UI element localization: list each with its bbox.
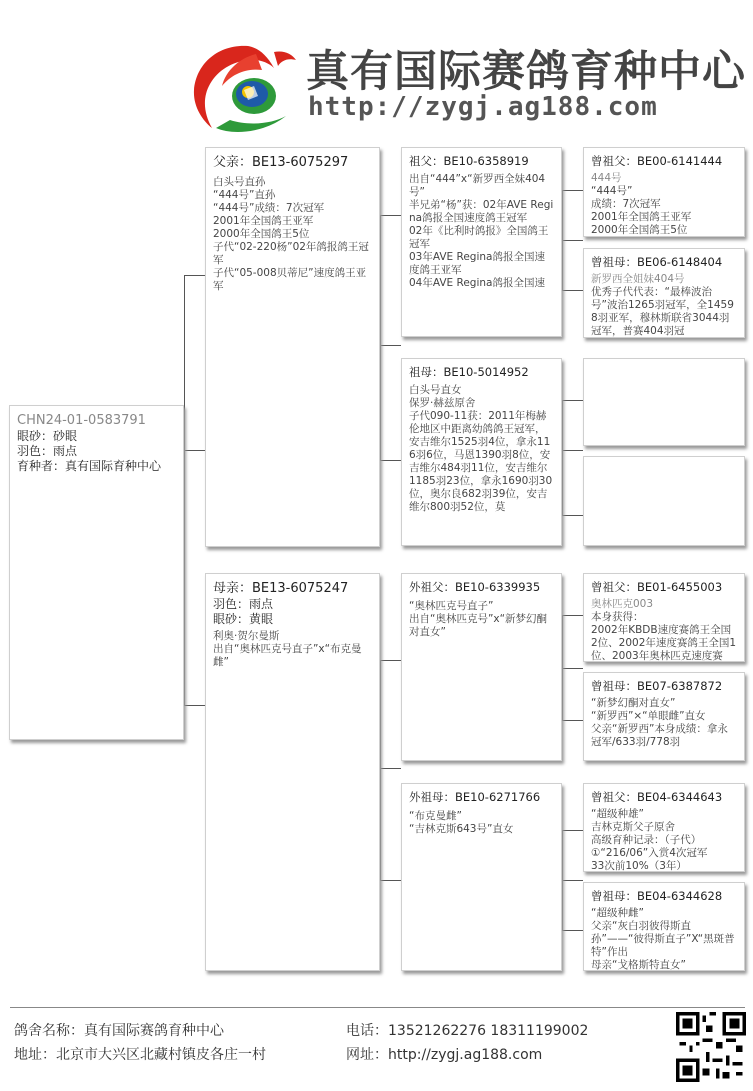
grandsire-maternal-line: 出自“奥林匹克号”x“新梦幻酮对直女” (409, 613, 548, 638)
granddam-paternal-line: 保罗·赫兹原舍 (409, 397, 476, 409)
great-grandsire-line: 奥林匹克003 (591, 598, 654, 610)
connector-line (562, 830, 583, 831)
great-grandsire-line: 高级育种记录：（子代） (591, 834, 702, 846)
connector-line (562, 720, 583, 721)
great-granddam-card-1[interactable] (583, 248, 745, 338)
connector-line (562, 930, 583, 931)
granddam-paternal-line: 子代090-11获：2011年梅赫伦地区中距离幼鸽鸽王冠军，安吉维尔1525羽4位，拿永116羽6位，马恩1390羽8位，安吉维尔484羽11位，安吉维尔1185羽23位，拿永1690羽30位，奥尔良682羽39位，安吉维尔800羽52位，莫 (409, 410, 553, 513)
great-granddam-title: 曾祖母：BE07-6387872 (591, 679, 723, 693)
dam-color: 羽色：雨点 (213, 597, 274, 611)
great-grandsire-line: ①“216/06”入赏4次冠军 (591, 847, 708, 859)
great-grandsire-card-1[interactable] (583, 147, 745, 237)
great-granddam-title: 曾祖母：BE04-6344628 (591, 889, 723, 903)
connector-line (562, 240, 583, 241)
granddam-maternal-title: 外祖母：BE10-6271766 (409, 790, 541, 804)
connector-line (562, 615, 583, 616)
subject-eye: 眼砂：砂眼 (17, 429, 78, 443)
subject-card[interactable] (9, 405, 184, 740)
connector-line (562, 830, 563, 930)
subject-color: 羽色：雨点 (17, 444, 78, 458)
sire-detail-line: 2000年全国鸽王5位 (213, 228, 310, 240)
sire-title: 父亲：BE13-6075297 (213, 155, 349, 170)
great-grandsire-card-4[interactable] (583, 783, 745, 872)
great-granddam-line: 优秀子代代表：“最棒波治号”波治1265羽冠军，全14598羽亚军，穆林斯联省3044羽冠军，普赛404羽冠 (591, 286, 734, 337)
footer-address: 地址：北京市大兴区北藏村镇皮各庄一村 (14, 1047, 266, 1063)
connector-line (562, 400, 583, 401)
great-grandsire-line: 444号 (591, 172, 622, 184)
connector-line (380, 660, 381, 880)
sire-detail-line: “444号”直孙 (213, 189, 276, 201)
great-grandsire-title: 曾祖父：BE04-6344643 (591, 790, 723, 804)
connector-line (562, 515, 583, 516)
great-granddam-line: 父亲“新罗西”本身成绩：拿永冠军/633羽/778羽 (591, 723, 728, 748)
sire-detail-line: “444号”成绩：7次冠军 (213, 202, 325, 214)
great-grandsire-title: 曾祖父：BE00-6141444 (591, 154, 723, 168)
dam-eye: 眼砂：黄眼 (213, 612, 274, 626)
sire-detail-line: 白头号直孙 (213, 176, 266, 188)
connector-line (380, 460, 401, 461)
subject-ring: CHN24-01-0583791 (17, 413, 146, 428)
grandsire-paternal-line: 出自“444”x“新罗西全妹404号” (409, 173, 546, 198)
subject-breeder: 育种者：真有国际育种中心 (17, 459, 162, 473)
qr-code-icon[interactable] (676, 1012, 746, 1082)
great-granddam-line: “新罗西”×“单眼雌”直女 (591, 710, 706, 722)
granddam-maternal-line: “吉林克斯643号”直女 (409, 823, 514, 835)
sire-detail-line: 子代“05-008贝蒂尼”速度鸽王亚军 (213, 267, 367, 292)
great-grandsire-line: 33次前10%（3年） (591, 860, 687, 872)
grandsire-maternal-title: 外祖父：BE10-6339935 (409, 580, 541, 594)
brand-url[interactable]: http://zygj.ag188.com (308, 92, 658, 122)
connector-line (562, 400, 563, 515)
connector-line (184, 275, 205, 276)
great-grandsire-line: 2000年全国鸽王5位 (591, 224, 688, 236)
great-grandsire-title: 曾祖父：BE01-6455003 (591, 580, 723, 594)
dam-detail-line: 出自“奥林匹克号直子”x“布克曼雌” (213, 643, 362, 668)
great-grandsire-line: “444号” (591, 185, 633, 197)
connector-line (380, 215, 381, 460)
great-granddam-line: 新罗西全姐妹404号 (591, 273, 685, 285)
great-grandsire-line: 成绩：7次冠军 (591, 198, 661, 210)
grandsire-paternal-title: 祖父：BE10-6358919 (409, 154, 529, 168)
connector-line (562, 615, 563, 720)
brand-title: 真有国际赛鸽育种中心 (306, 47, 746, 97)
sire-detail-line: 子代“02-220杨”02年鸽报鸽王冠军 (213, 241, 369, 266)
connector-line (562, 880, 583, 881)
connector-line (380, 660, 401, 661)
great-granddam-card-3[interactable] (583, 672, 745, 761)
great-grandsire-line: 本身获得： (591, 611, 644, 623)
connector-line (562, 668, 583, 669)
granddam-maternal-line: “布克曼雌” (409, 810, 462, 822)
dam-detail-line: 利奥·贺尔曼斯 (213, 630, 280, 642)
dam-card[interactable] (205, 573, 380, 971)
great-granddam-line: 父亲“灰白羽彼得斯直孙”——“彼得斯直子”X“黑斑普特”作出 (591, 920, 735, 958)
connector-line (380, 880, 401, 881)
phoenix-logo-icon (188, 40, 300, 132)
great-granddam-line: 母亲“戈格斯特直女” (591, 959, 686, 971)
great-granddam-card-2[interactable] (583, 456, 745, 546)
great-grandsire-line: 吉林克斯父子原舍 (591, 821, 675, 833)
great-grandsire-line: 2002年KBDB速度赛鸽王全国2位、2002年速度赛鸽王全国1位、2003年奥林匹克速度赛 (591, 624, 737, 662)
granddam-paternal-line: 白头号直女 (409, 384, 462, 396)
footer-phone[interactable]: 电话：13521262276 18311199002 (346, 1023, 589, 1039)
great-grandsire-line: “超级种雄” (591, 808, 644, 820)
great-granddam-title: 曾祖母：BE06-6148404 (591, 255, 723, 269)
grandsire-paternal-card[interactable] (401, 147, 562, 337)
grandsire-paternal-line: 02年《比利时鸽报》全国鸽王冠军 (409, 225, 549, 250)
great-grandsire-line: 2001年全国鸽王亚军 (591, 211, 692, 223)
great-granddam-line: “超级种雌” (591, 907, 644, 919)
grandsire-maternal-line: “奥林匹克号直子” (409, 600, 494, 612)
great-granddam-card-4[interactable] (583, 882, 745, 971)
footer-divider (10, 1007, 745, 1008)
grandsire-maternal-card[interactable] (401, 573, 562, 761)
dam-title: 母亲：BE13-6075247 (213, 581, 349, 596)
connector-line (562, 190, 563, 290)
connector-line (184, 705, 205, 706)
connector-line (380, 345, 401, 346)
connector-line (380, 768, 401, 769)
grandsire-paternal-line: 03年AVE Regina鸽报全国速度鸽王亚军 (409, 251, 545, 276)
connector-line (562, 450, 583, 451)
connector-line (562, 290, 583, 291)
granddam-paternal-title: 祖母：BE10-5014952 (409, 365, 529, 379)
grandsire-paternal-line: 04年AVE Regina鸽报全国速 (409, 277, 545, 289)
granddam-paternal-card[interactable] (401, 358, 562, 546)
great-grandsire-card-2[interactable] (583, 358, 745, 446)
great-grandsire-card-3[interactable] (583, 573, 745, 662)
connector-line (380, 215, 401, 216)
footer-loft-name: 鸽舍名称：真有国际赛鸽育种中心 (14, 1023, 224, 1039)
sire-card[interactable] (205, 147, 380, 547)
connector-line (184, 450, 205, 451)
connector-line (562, 190, 583, 191)
sire-detail-line: 2001年全国鸽王亚军 (213, 215, 314, 227)
great-granddam-line: “新梦幻酮对直女” (591, 697, 676, 709)
footer-website[interactable]: 网址：http://zygj.ag188.com (346, 1047, 543, 1063)
granddam-maternal-card[interactable] (401, 783, 562, 971)
grandsire-paternal-line: 半兄弟“杨”获：02年AVE Regina鸽报全国速度鸽王冠军 (409, 199, 554, 224)
connector-line (184, 275, 185, 705)
